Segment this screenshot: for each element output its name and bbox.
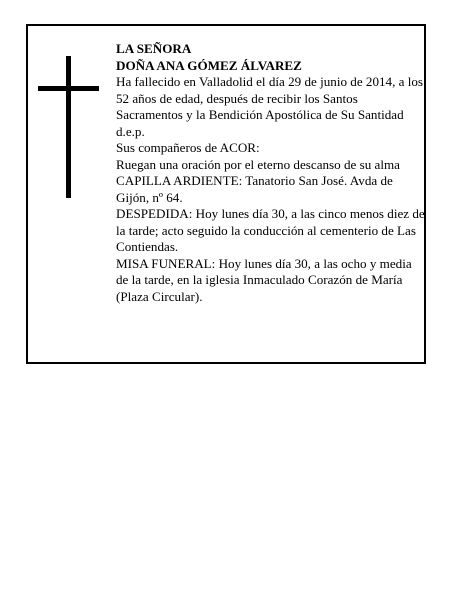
notice-title-prefix: LA SEÑORA [116, 41, 192, 56]
deceased-name: DOÑA ANA GÓMEZ ÁLVAREZ [116, 57, 302, 73]
death-announcement: Ha fallecido en Valladolid el día 29 de junio de 2014, a los 52 años de edad, después de recibir los Santos Sacramentos y la Bendición Apostólica de Su Santidad d.e.p. [116, 74, 424, 139]
cross-horizontal-bar [38, 86, 99, 91]
funeral-chapel-info: CAPILLA ARDIENTE: Tanatorio San José. Avda de Gijón, nº 64. [116, 173, 393, 205]
cross-vertical-bar [66, 56, 71, 198]
farewell-info: DESPEDIDA: Hoy lunes día 30, a las cinco menos diez de la tarde; acto seguido la conducción al cementerio de Las Contiendas. [116, 206, 425, 254]
notice-text [116, 41, 426, 305]
funeral-mass-info: MISA FUNERAL: Hoy lunes día 30, a las ocho y media de la tarde, en la iglesia Inmaculado Corazón de María (Plaza Circular). [116, 255, 412, 304]
prayer-request: Ruegan una oración por el eterno descanso de su alma [116, 156, 400, 172]
obituary-notice [26, 24, 426, 364]
colleagues-line: Sus compañeros de ACOR: [116, 140, 260, 155]
